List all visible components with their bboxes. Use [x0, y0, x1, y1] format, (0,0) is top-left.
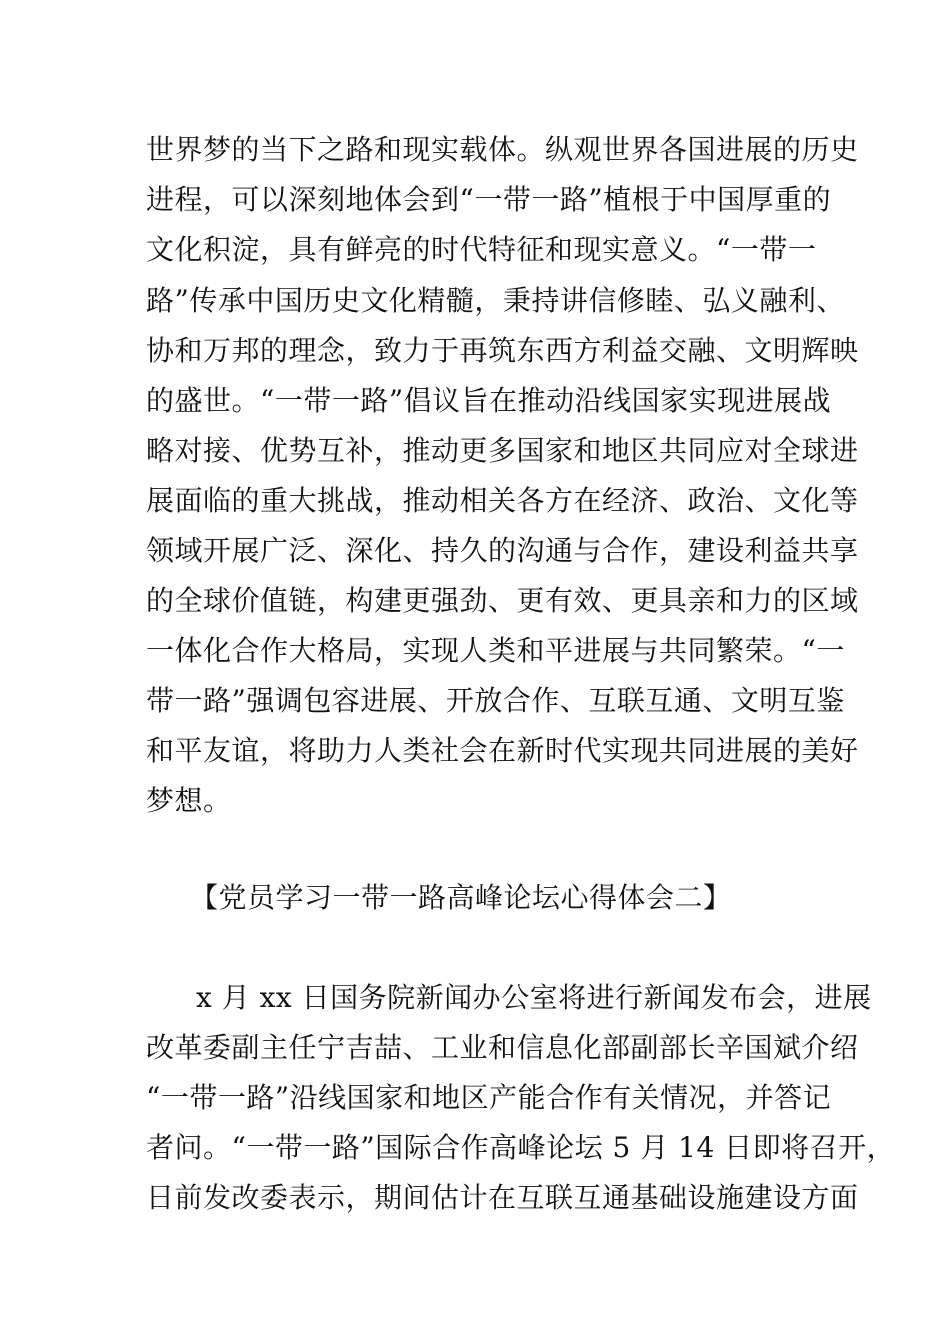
paragraph-2-line-3: “一带一路”沿线国家和地区产能合作有关情况，并答记	[146, 1081, 832, 1114]
paragraph-1-line-13: 和平友谊，将助力人类社会在新时代实现共同进展的美好	[146, 734, 859, 767]
paragraph-1-line-11: 一体化合作大格局，实现人类和平进展与共同繁荣。“一	[146, 634, 845, 667]
paragraph-1-line-3: 文化积淀，具有鲜亮的时代特征和现实意义。“一带一	[146, 233, 817, 266]
paragraph-1-line-12: 带一路”强调包容进展、开放合作、互联互通、文明互鉴	[146, 684, 845, 717]
paragraph-1-line-9: 领域开展广泛、深化、持久的沟通与合作，建设利益共享	[146, 534, 859, 567]
paragraph-2-line-4: 者问。“一带一路”国际合作高峰论坛 5 月 14 日即将召开，	[146, 1131, 896, 1164]
section-heading: 【党员学习一带一路高峰论坛心得体会二】	[190, 881, 732, 914]
paragraph-2-line-2: 改革委副主任宁吉喆、工业和信息化部副部长辛国斌介绍	[146, 1031, 859, 1064]
paragraph-2-line-5: 日前发改委表示，期间估计在互联互通基础设施建设方面	[146, 1181, 859, 1214]
paragraph-1-line-6: 的盛世。“一带一路”倡议旨在推动沿线国家实现进展战	[146, 384, 832, 417]
paragraph-1-line-2: 进程，可以深刻地体会到“一带一路”植根于中国厚重的	[146, 183, 832, 216]
paragraph-1-line-10: 的全球价值链，构建更强劲、更有效、更具亲和力的区域	[146, 584, 859, 617]
paragraph-1-line-8: 展面临的重大挑战，推动相关各方在经济、政治、文化等	[146, 484, 859, 517]
paragraph-2-line-1: x 月 xx 日国务院新闻办公室将进行新闻发布会，进展	[196, 981, 872, 1014]
paragraph-1-line-1: 世界梦的当下之路和现实载体。纵观世界各国进展的历史	[146, 133, 859, 166]
paragraph-1-line-5: 协和万邦的理念，致力于再筑东西方利益交融、文明辉映	[146, 334, 859, 367]
paragraph-1-line-7: 略对接、优势互补，推动更多国家和地区共同应对全球进	[146, 434, 859, 467]
paragraph-1-line-14: 梦想。	[146, 784, 232, 817]
paragraph-1-line-4: 路”传承中国历史文化精髓，秉持讲信修睦、弘义融利、	[146, 284, 845, 317]
